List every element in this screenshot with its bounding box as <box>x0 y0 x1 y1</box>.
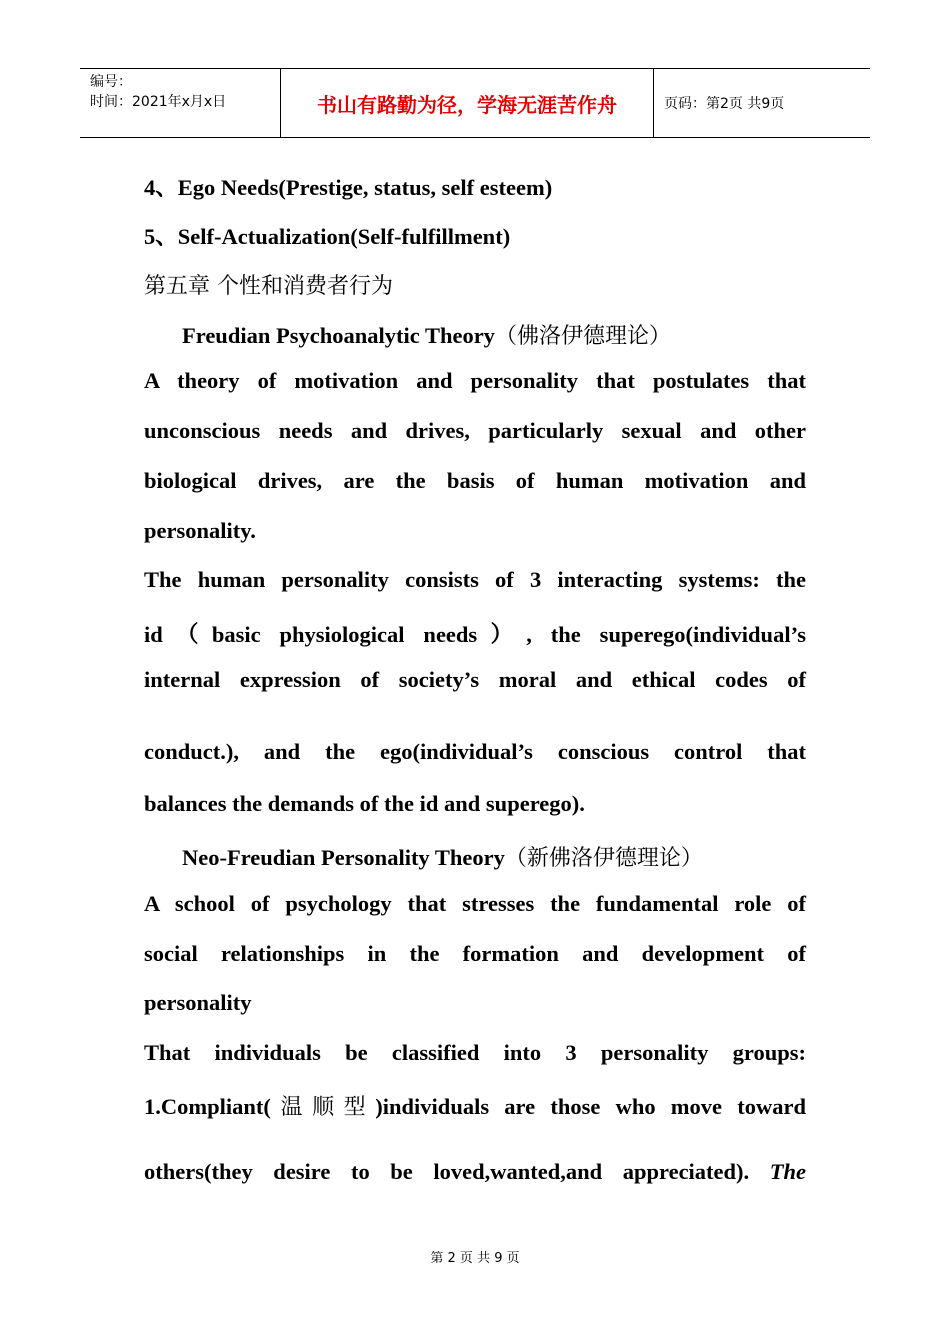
text-segment: )individuals are those who move toward <box>375 1094 806 1119</box>
text-segment-italic: The <box>769 1159 807 1184</box>
text-line: The human personality consists of 3 interacting systems: the <box>144 567 806 592</box>
page-footer: 第 2 页 共 9 页 <box>430 1251 520 1266</box>
text-line: id（basic physiological needs）, the superego(individual’s <box>144 622 806 647</box>
text-line <box>144 1159 806 1185</box>
text-line: social relationships in the formation and development of <box>144 941 806 966</box>
section-heading-cn: （佛洛伊德理论） <box>494 324 671 349</box>
header-motto: 书山有路勤为径，学海无涯苦作舟 <box>281 69 654 137</box>
text-line: 5、Self-Actualization(Self-fulfillment) <box>144 224 511 249</box>
text-segment-cn: 温顺型 <box>270 1095 376 1120</box>
text-line: personality <box>144 990 252 1015</box>
section-heading <box>182 319 806 350</box>
text-line: personality. <box>144 518 256 543</box>
header-meta <box>80 69 281 137</box>
section-heading-cn: （新佛洛伊德理论） <box>504 846 703 871</box>
text-segment: others(they desire to be loved,wanted,and appreciated). <box>144 1159 750 1184</box>
text-line: 4、Ego Needs(Prestige, status, self esteem) <box>144 175 553 200</box>
text-segment: 1.Compliant( <box>144 1094 271 1119</box>
header-page-info: 页码：第2页 共9页 <box>664 96 785 112</box>
text-line: That individuals be classified into 3 personality groups: <box>144 1040 806 1065</box>
text-line: A school of psychology that stresses the fundamental role of <box>144 891 806 916</box>
text-line <box>144 1090 806 1121</box>
number-label: 编号： <box>90 74 132 90</box>
text-line: A theory of motivation and personality that postulates that <box>144 368 806 393</box>
text-line: internal expression of society’s moral and ethical codes of <box>144 667 806 692</box>
text-line: conduct.), and the ego(individual’s conscious control that <box>144 739 806 764</box>
page-header <box>80 68 870 138</box>
chapter-heading: 第五章 个性和消费者行为 <box>144 274 393 299</box>
text-line: biological drives, are the basis of human motivation and <box>144 468 806 493</box>
section-heading <box>182 841 806 872</box>
text-line: balances the demands of the id and superego). <box>144 791 585 816</box>
section-heading-en: Freudian Psychoanalytic Theory <box>182 323 495 348</box>
section-heading-en: Neo-Freudian Personality Theory <box>182 845 505 870</box>
text-line: unconscious needs and drives, particularly sexual and other <box>144 418 806 443</box>
date-label: 时间：2021年x月x日 <box>90 94 227 110</box>
